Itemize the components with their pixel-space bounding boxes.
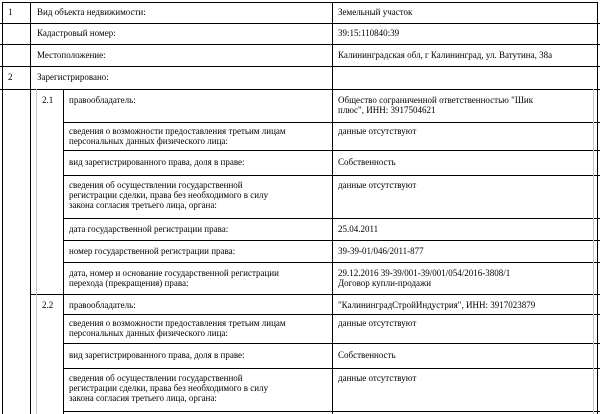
section-number: 2 xyxy=(8,72,13,82)
nested-border-right xyxy=(593,89,594,414)
deal-registration-label: сведения об осуществлении государственной регистрации сделки, права без необходимого в силу закона согласия третьего лица, органа: xyxy=(69,373,269,403)
column-divider xyxy=(332,2,333,89)
deal-registration-value: данные отсутствуют xyxy=(338,373,417,383)
table-border-top xyxy=(2,2,598,3)
right-type-value: Собственность xyxy=(338,350,396,360)
cadastral-number-label: Кадастровый номер: xyxy=(37,28,116,38)
deal-registration-label: сведения об осуществлении государственной регистрации сделки, права без необходимого в силу закона согласия третьего лица, органа: xyxy=(69,180,269,210)
holder-label: правообладатель: xyxy=(69,300,136,310)
registration-number-label: номер государственной регистрации права: xyxy=(69,246,236,256)
object-type-value: Земельный участок xyxy=(338,7,413,17)
consent-value: данные отсутствуют xyxy=(338,126,417,136)
cadastral-number-value: 39:15:110840:39 xyxy=(338,28,400,38)
location-value: Калининградская обл, г Калининград, ул. Ватутина, 38а xyxy=(338,50,553,60)
table-border-right xyxy=(597,2,598,414)
table-border-left xyxy=(2,2,3,414)
registered-label: Зарегистрировано: xyxy=(37,72,109,82)
row-divider xyxy=(30,294,600,295)
termination-value: 29.12.2016 39-39/001-39/001/054/2016-3808/1 Договор купли-продажи xyxy=(338,268,511,288)
consent-value: данные отсутствуют xyxy=(338,318,417,328)
registration-number-value: 39-39-01/046/2011-877 xyxy=(338,246,424,256)
consent-label: сведения о возможности предоставления третьим лицам персональных данных физического лица: xyxy=(69,126,286,146)
holder-number: 2.1 xyxy=(42,95,54,105)
termination-label: дата, номер и основание государственной регистрации перехода (прекращения) права: xyxy=(69,268,279,288)
holder-label: правообладатель: xyxy=(69,95,136,105)
holder-number: 2.2 xyxy=(42,300,54,310)
row-divider xyxy=(0,89,600,90)
section-number: 1 xyxy=(8,7,13,17)
object-type-label: Вид объекта недвижимости: xyxy=(37,7,146,17)
column-divider xyxy=(63,89,64,414)
column-divider xyxy=(30,2,31,414)
column-divider xyxy=(332,89,333,414)
row-divider xyxy=(0,23,600,24)
holder-value: Общество сограниченной ответственностью "Шик плюс", ИНН: 3917504621 xyxy=(338,95,534,115)
right-type-label: вид зарегистрированного права, доля в праве: xyxy=(69,157,245,167)
deal-registration-value: данные отсутствуют xyxy=(338,180,417,190)
registration-date-value: 25.04.2011 xyxy=(338,224,379,234)
location-label: Местоположение: xyxy=(37,50,106,60)
nested-border-left xyxy=(36,89,37,414)
holder-value: "КалининградСтройИндустрия", ИНН: 3917023879 xyxy=(338,300,536,310)
consent-label: сведения о возможности предоставления третьим лицам персональных данных физического лица: xyxy=(69,318,286,338)
row-divider xyxy=(0,44,600,45)
row-divider xyxy=(0,66,600,67)
right-type-value: Собственность xyxy=(338,157,396,167)
right-type-label: вид зарегистрированного права, доля в праве: xyxy=(69,350,245,360)
registration-date-label: дата государственной регистрации права: xyxy=(69,224,229,234)
